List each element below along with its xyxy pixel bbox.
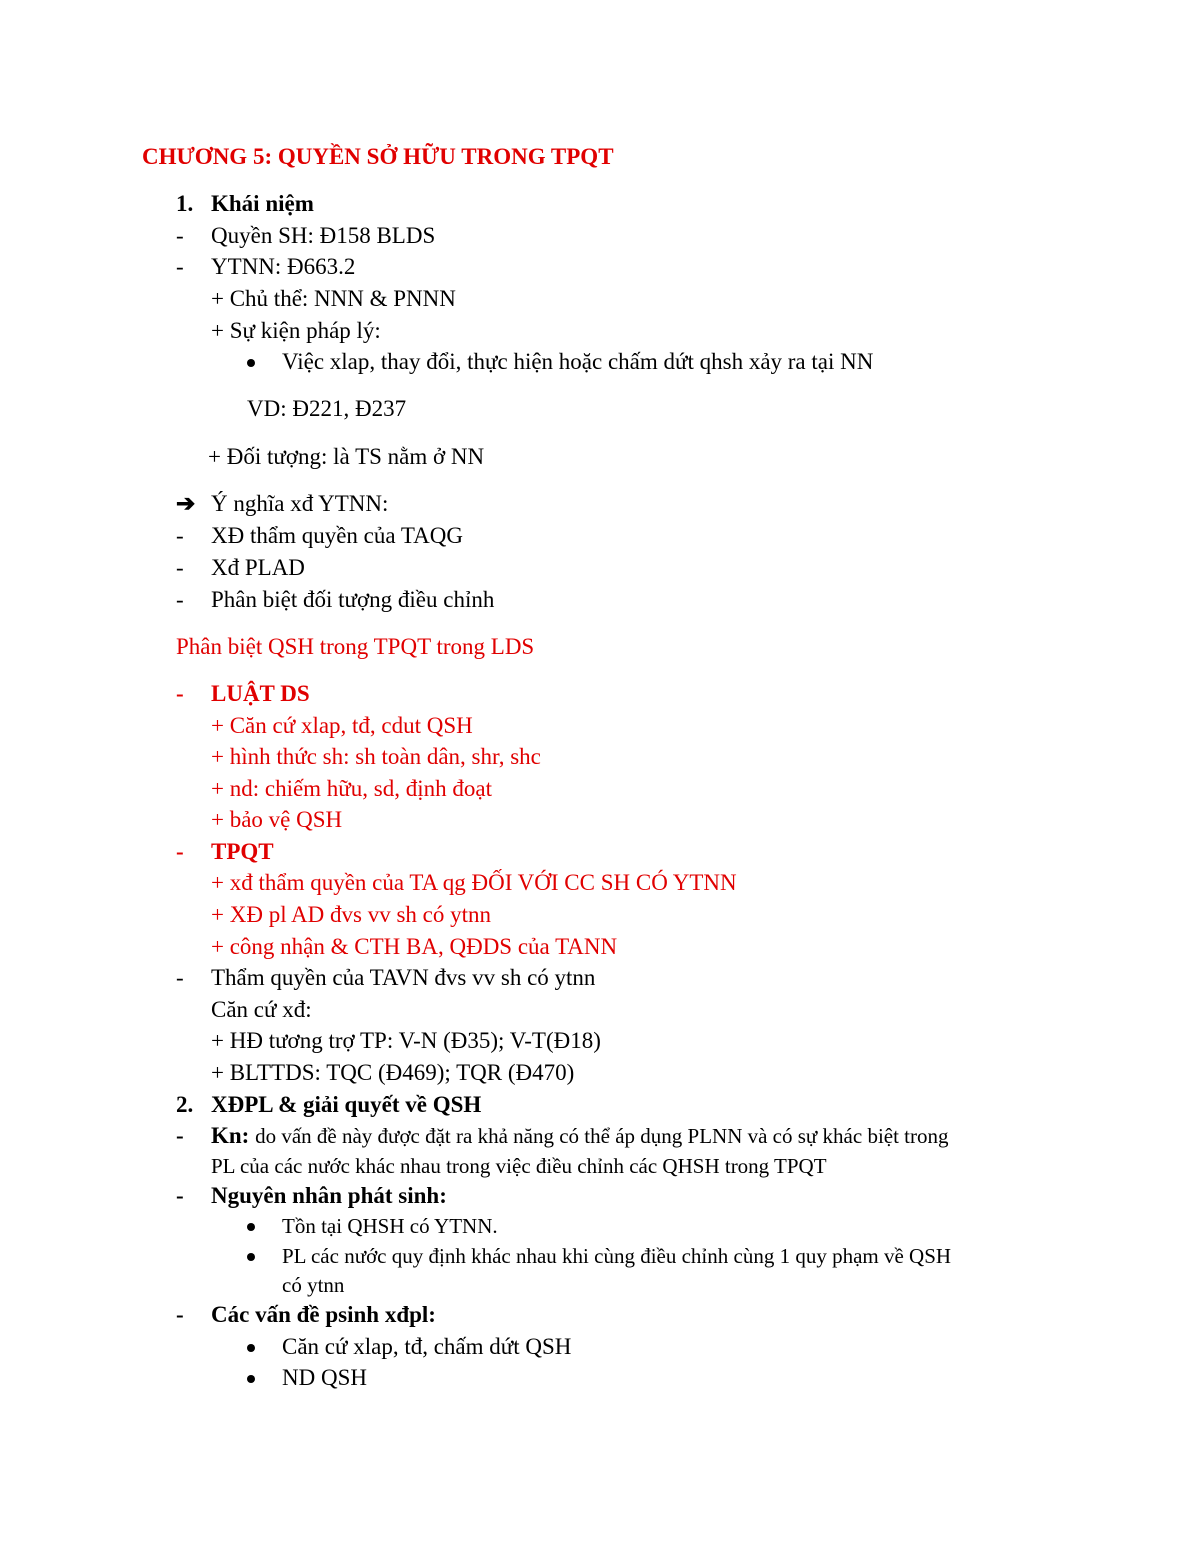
dash-marker: - <box>176 1302 184 1327</box>
list-item: + Căn cứ xlap, tđ, cdut QSH <box>211 713 473 738</box>
list-item: + XĐ pl AD đvs vv sh có ytnn <box>211 902 492 927</box>
list-item: Phân biệt đối tượng điều chỉnh <box>211 587 495 612</box>
list-item: + hình thức sh: sh toàn dân, shr, shc <box>211 744 541 769</box>
definition-text-continued: PL của các nước khác nhau trong việc điều chỉnh các QHSH trong TPQT <box>211 1154 827 1178</box>
list-item: + Chủ thể: NNN & PNNN <box>211 286 456 311</box>
list-item: + nd: chiếm hữu, sd, định đoạt <box>211 776 492 801</box>
list-item: + HĐ tương trợ TP: V-N (Đ35); V-T(Đ18) <box>211 1028 601 1053</box>
list-item: Thẩm quyền của TAVN đvs vv sh có ytnn <box>211 965 596 990</box>
section-2-heading: XĐPL & giải quyết về QSH <box>211 1092 482 1117</box>
section-2-number: 2. <box>176 1092 194 1117</box>
list-item: + xđ thẩm quyền của TA qg ĐỐI VỚI CC SH CÓ YTNN <box>211 870 737 895</box>
dash-marker: - <box>176 1123 184 1148</box>
list-item: + Sự kiện pháp lý: <box>211 318 381 343</box>
list-item: XĐ thẩm quyền của TAQG <box>211 523 463 548</box>
list-item: Việc xlap, thay đổi, thực hiện hoặc chấm dứt qhsh xảy ra tại NN <box>282 349 874 374</box>
comparison-heading: Phân biệt QSH trong TPQT trong LDS <box>176 634 535 659</box>
dash-marker: - <box>176 1183 184 1208</box>
chapter-title: CHƯƠNG 5: QUYỀN SỞ HỮU TRONG TPQT <box>142 144 614 169</box>
list-item: Xđ PLAD <box>211 555 305 580</box>
dash-marker: - <box>176 555 184 580</box>
example-text: VD: Đ221, Đ237 <box>247 396 407 421</box>
subheading-luat-ds: LUẬT DS <box>211 681 310 706</box>
dash-marker: - <box>176 523 184 548</box>
definition-label: Kn: <box>211 1123 250 1148</box>
dash-marker: - <box>176 681 184 706</box>
list-item: + công nhận & CTH BA, QĐDS của TANN <box>211 934 618 959</box>
dash-marker: - <box>176 223 184 248</box>
dash-marker: - <box>176 254 184 279</box>
list-item: + Đối tượng: là TS nằm ở NN <box>208 444 485 469</box>
list-item-continued: có ytnn <box>282 1273 345 1297</box>
list-item: Căn cứ xđ: <box>211 997 312 1022</box>
list-item: Nguyên nhân phát sinh: <box>211 1183 447 1208</box>
list-item: YTNN: Đ663.2 <box>211 254 356 279</box>
subheading-tpqt: TPQT <box>211 839 274 864</box>
list-item: PL các nước quy định khác nhau khi cùng điều chỉnh cùng 1 quy phạm về QSH <box>282 1244 952 1268</box>
list-item: Quyền SH: Đ158 BLDS <box>211 223 436 248</box>
list-item: Tồn tại QHSH có YTNN. <box>282 1214 498 1238</box>
list-item: Các vấn đề psinh xđpl: <box>211 1302 436 1327</box>
definition-line <box>211 1121 949 1151</box>
dash-marker: - <box>176 965 184 990</box>
arrow-icon: ➔ <box>176 491 196 516</box>
section-1-heading: Khái niệm <box>211 191 314 216</box>
list-item: ND QSH <box>282 1365 367 1390</box>
dash-marker: - <box>176 587 184 612</box>
dash-marker: - <box>176 839 184 864</box>
list-item: + bảo vệ QSH <box>211 807 343 832</box>
definition-text: do vấn đề này được đặt ra khả năng có thể áp dụng PLNN và có sự khác biệt trong <box>255 1124 949 1148</box>
list-item: + BLTTDS: TQC (Đ469); TQR (Đ470) <box>211 1060 575 1085</box>
section-1-number: 1. <box>176 191 194 216</box>
list-item: Căn cứ xlap, tđ, chấm dứt QSH <box>282 1334 572 1359</box>
arrow-item: Ý nghĩa xđ YTNN: <box>211 491 389 516</box>
